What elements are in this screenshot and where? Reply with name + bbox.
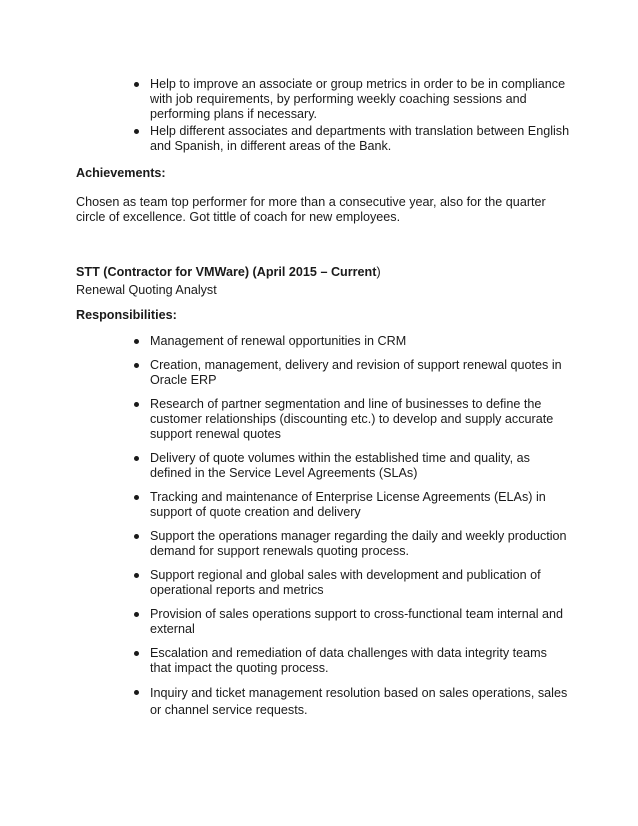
list-item <box>150 77 570 122</box>
bullet-icon <box>134 402 139 407</box>
bullet-text: Management of renewal opportunities in CRM <box>150 334 407 348</box>
list-item <box>150 490 570 520</box>
achievements-text: Chosen as team top performer for more than a consecutive year, also for the quarter circle of excellence. Got tittle of coach for new employees. <box>76 195 546 224</box>
job-role: Renewal Quoting Analyst <box>76 283 217 297</box>
bullet-icon <box>134 363 139 368</box>
bullet-icon <box>134 82 139 87</box>
bullet-text: Provision of sales operations support to cross-functional team internal and external <box>150 607 564 636</box>
responsibilities-list <box>150 334 570 728</box>
list-item <box>150 529 570 559</box>
bullet-text: Escalation and remediation of data challenges with data integrity teams that impact the quoting process. <box>150 646 547 675</box>
bullet-text: Support the operations manager regarding the daily and weekly production demand for support renewals quoting process. <box>150 529 567 558</box>
achievements-heading: Achievements: <box>76 166 166 180</box>
list-item <box>150 397 570 442</box>
list-item <box>150 568 570 598</box>
bullet-text: Delivery of quote volumes within the established time and quality, as defined in the Service Level Agreements (SLAs) <box>150 451 530 480</box>
bullet-icon <box>134 612 139 617</box>
list-item <box>150 334 570 349</box>
list-item <box>150 358 570 388</box>
bullet-text: Help different associates and departments with translation between English and Spanish, in different areas of the Bank. <box>150 124 570 153</box>
list-item <box>150 685 570 719</box>
bullet-icon <box>134 651 139 656</box>
bullet-icon <box>134 456 139 461</box>
bullet-icon <box>134 129 139 134</box>
bullet-icon <box>134 339 139 344</box>
bullet-icon <box>134 573 139 578</box>
bullet-text: Support regional and global sales with development and publication of operational reports and metrics <box>150 568 541 597</box>
bullet-text: Help to improve an associate or group metrics in order to be in compliance with job requirements, by performing weekly coaching sessions and performing plans if necessary. <box>150 77 566 121</box>
bullet-text: Inquiry and ticket management resolution based on sales operations, sales or channel service requests. <box>150 686 568 717</box>
bullet-icon <box>134 534 139 539</box>
list-item <box>150 124 570 154</box>
bullet-icon <box>134 495 139 500</box>
job-title-closing: ) <box>376 265 381 279</box>
bullet-text: Research of partner segmentation and line of businesses to define the customer relationships (discounting etc.) to develop and supply accurate support renewal quotes <box>150 397 554 441</box>
bullet-text: Creation, management, delivery and revision of support renewal quotes in Oracle ERP <box>150 358 562 387</box>
job-title <box>76 265 381 280</box>
job-title-text: STT (Contractor for VMWare) (April 2015 – Current <box>76 265 377 279</box>
list-item <box>150 451 570 481</box>
list-item <box>150 607 570 637</box>
bullet-text: Tracking and maintenance of Enterprise License Agreements (ELAs) in support of quote creation and delivery <box>150 490 546 519</box>
previous-job-bullet-list <box>150 77 570 156</box>
list-item <box>150 646 570 676</box>
bullet-icon <box>134 690 139 695</box>
responsibilities-heading: Responsibilities: <box>76 308 177 322</box>
